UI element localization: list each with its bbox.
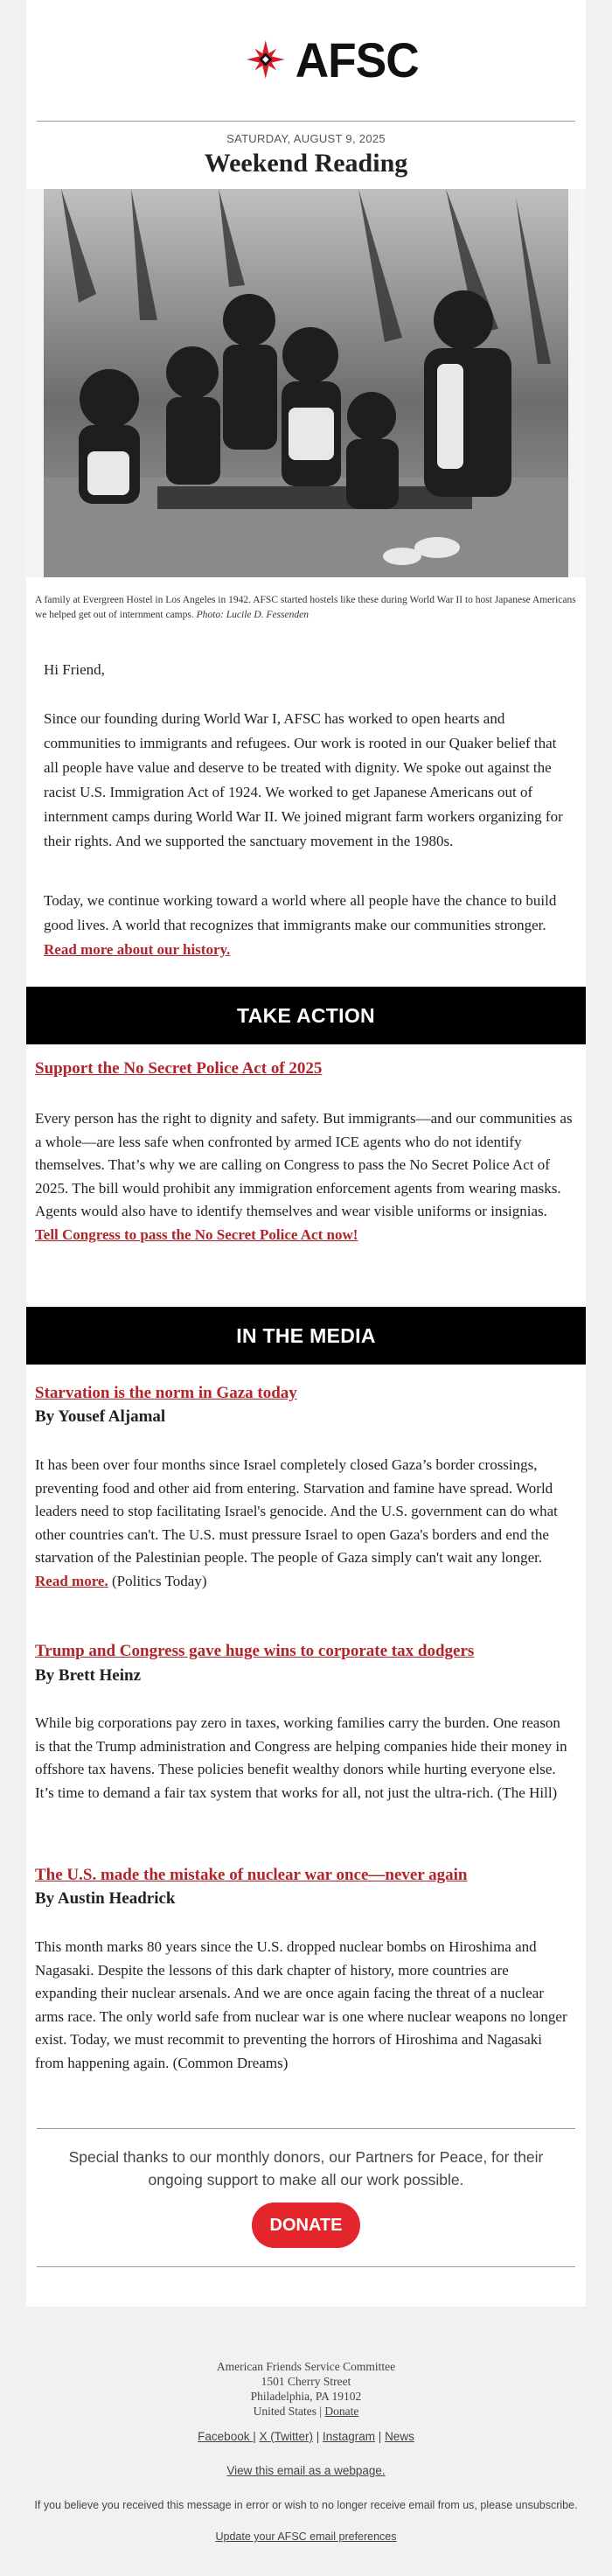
preferences-link[interactable]: Update your AFSC email preferences — [215, 2531, 397, 2543]
take-action-headline[interactable]: Support the No Secret Police Act of 2025 — [35, 1059, 323, 1078]
newsletter-title: Weekend Reading — [204, 149, 408, 178]
in-the-media-band: IN THE MEDIA — [26, 1307, 586, 1365]
article-paragraph: While big corporations pay zero in taxes, working families carry the burden. One reason is that the Trump administration and Congress are helping companies hide their money in offshore tax havens. These policies benefit wealthy donors while hurting everyone else. It’s time to demand a fair tax system that works for all, not just the ultra-rich. (The Hill) — [35, 1714, 567, 1801]
footer-unsubscribe[interactable]: If you believe you received this message in error or wish to no longer receive email from us, please unsubscribe. — [34, 2499, 578, 2511]
donor-thanks: Special thanks to our monthly donors, our Partners for Peace, for their ongoing support to make all our work possible. — [68, 2148, 544, 2189]
facebook-link[interactable]: Facebook — [198, 2430, 254, 2443]
take-action-text: Every person has the right to dignity and safety. But immigrants—and our communities as a whole—are less safe when confronted by armed ICE agents who do not identify themselves. That’s why we are calling on Congress to pass the No Secret Police Act of 2025. The bill would prohibit any immigration enforcement agents from wearing masks. Agents would also have to identify themselves and wear visible uniforms or insignias. — [35, 1110, 573, 1219]
article-source: (Politics Today) — [108, 1572, 207, 1589]
header-divider — [37, 121, 575, 122]
take-action-paragraph — [35, 1107, 574, 1246]
footer-webpage — [0, 2464, 612, 2477]
read-more-link[interactable]: Read more. — [35, 1572, 108, 1589]
view-webpage-link[interactable]: View this email as a webpage. — [226, 2464, 386, 2477]
donate-button[interactable]: DONATE — [252, 2203, 360, 2248]
donor-divider-top — [37, 2128, 575, 2129]
hero-photo — [26, 189, 586, 577]
footer-preferences — [0, 2531, 612, 2543]
afsc-logo[interactable] — [245, 16, 421, 103]
article-headline[interactable]: Trump and Congress gave huge wins to corporate tax dodgers — [35, 1642, 475, 1660]
intro-paragraph-2 — [44, 889, 568, 962]
caption-credit: Photo: Lucile D. Fessenden — [196, 610, 309, 620]
x-twitter-link[interactable]: X (Twitter) — [259, 2430, 313, 2443]
photo-caption — [35, 593, 577, 623]
article-text: It has been over four months since Israel completely closed Gaza’s border crossings, preventing food and other aid from entering. Starvation and famine have spread. World leaders need to stop facilitating Israel's genocide. And the U.S. government can do what other countries can't. The U.S. must pressure Israel to open Gaza's borders and end the starvation of the Palestinian people. The people of Gaza simply can't wait any longer. — [35, 1456, 558, 1566]
intro-text: Today, we continue working toward a world where all people have the chance to build good lives. A world that recognizes that immigrants make our communities stronger. — [44, 892, 557, 933]
article-byline: By Brett Heinz — [35, 1666, 142, 1685]
footer-donate-link[interactable]: Donate — [324, 2405, 359, 2418]
separator: | — [313, 2430, 323, 2443]
article-headline[interactable]: The U.S. made the mistake of nuclear war once—never again — [35, 1866, 468, 1884]
intro-paragraph: Since our founding during World War I, AFSC has worked to open hearts and communities to immigrants and refugees. Our work is rooted in our Quaker belief that all people have value and deserve to be treated with dignity. We spoke out against the racist U.S. Immigration Act of 1924. We worked to get Japanese Americans out of internment camps during World War II. We joined migrant farm workers organizing for their rights. And we supported the sanctuary movement in the 1980s. — [44, 710, 563, 849]
article-paragraph: This month marks 80 years since the U.S. dropped nuclear bombs on Hiroshima and Nagasaki. Despite the lessons of this dark chapter of history, more countries are expanding their nuclear arsenals. And we are once again facing the threat of a nuclear arms race. The only world safe from nuclear war is one where nuclear weapons no longer exist. Today, we must recommit to preventing the horrors of Hiroshima and Nagasaki from happening again. (Common Dreams) — [35, 1938, 567, 2071]
greeting: Hi Friend, — [44, 661, 105, 678]
article-byline: By Yousef Aljamal — [35, 1407, 166, 1426]
history-link[interactable]: Read more about our history. — [44, 941, 231, 958]
country-line — [0, 2404, 612, 2419]
separator: | — [253, 2430, 260, 2443]
street: 1501 Cherry Street — [261, 2375, 351, 2388]
instagram-link[interactable]: Instagram — [323, 2430, 376, 2443]
city: Philadelphia, PA 19102 — [250, 2390, 362, 2403]
caption-text: A family at Evergreen Hostel in Los Angeles in 1942. AFSC started hostels like these during World War II to host Japanese Americans we helped get out of internment camps. — [35, 595, 576, 620]
separator: | — [316, 2405, 325, 2418]
email-header — [26, 0, 586, 117]
donor-divider-bottom — [37, 2266, 575, 2267]
article-byline: By Austin Headrick — [35, 1889, 176, 1908]
tell-congress-link[interactable]: Tell Congress to pass the No Secret Police Act now! — [35, 1225, 358, 1243]
article-headline[interactable]: Starvation is the norm in Gaza today — [35, 1384, 297, 1402]
country: United States — [253, 2405, 316, 2418]
take-action-band: TAKE ACTION — [26, 987, 586, 1044]
brand-name: AFSC — [295, 31, 419, 87]
email-container — [26, 0, 586, 2307]
org-name: American Friends Service Committee — [216, 2360, 396, 2373]
afsc-star-icon — [245, 16, 287, 103]
separator: | — [375, 2430, 386, 2443]
article-paragraph — [35, 1454, 574, 1593]
news-link[interactable]: News — [385, 2430, 414, 2443]
footer-address — [0, 2359, 612, 2419]
issue-date: SATURDAY, AUGUST 9, 2025 — [226, 132, 386, 145]
footer-social-links — [0, 2430, 612, 2443]
